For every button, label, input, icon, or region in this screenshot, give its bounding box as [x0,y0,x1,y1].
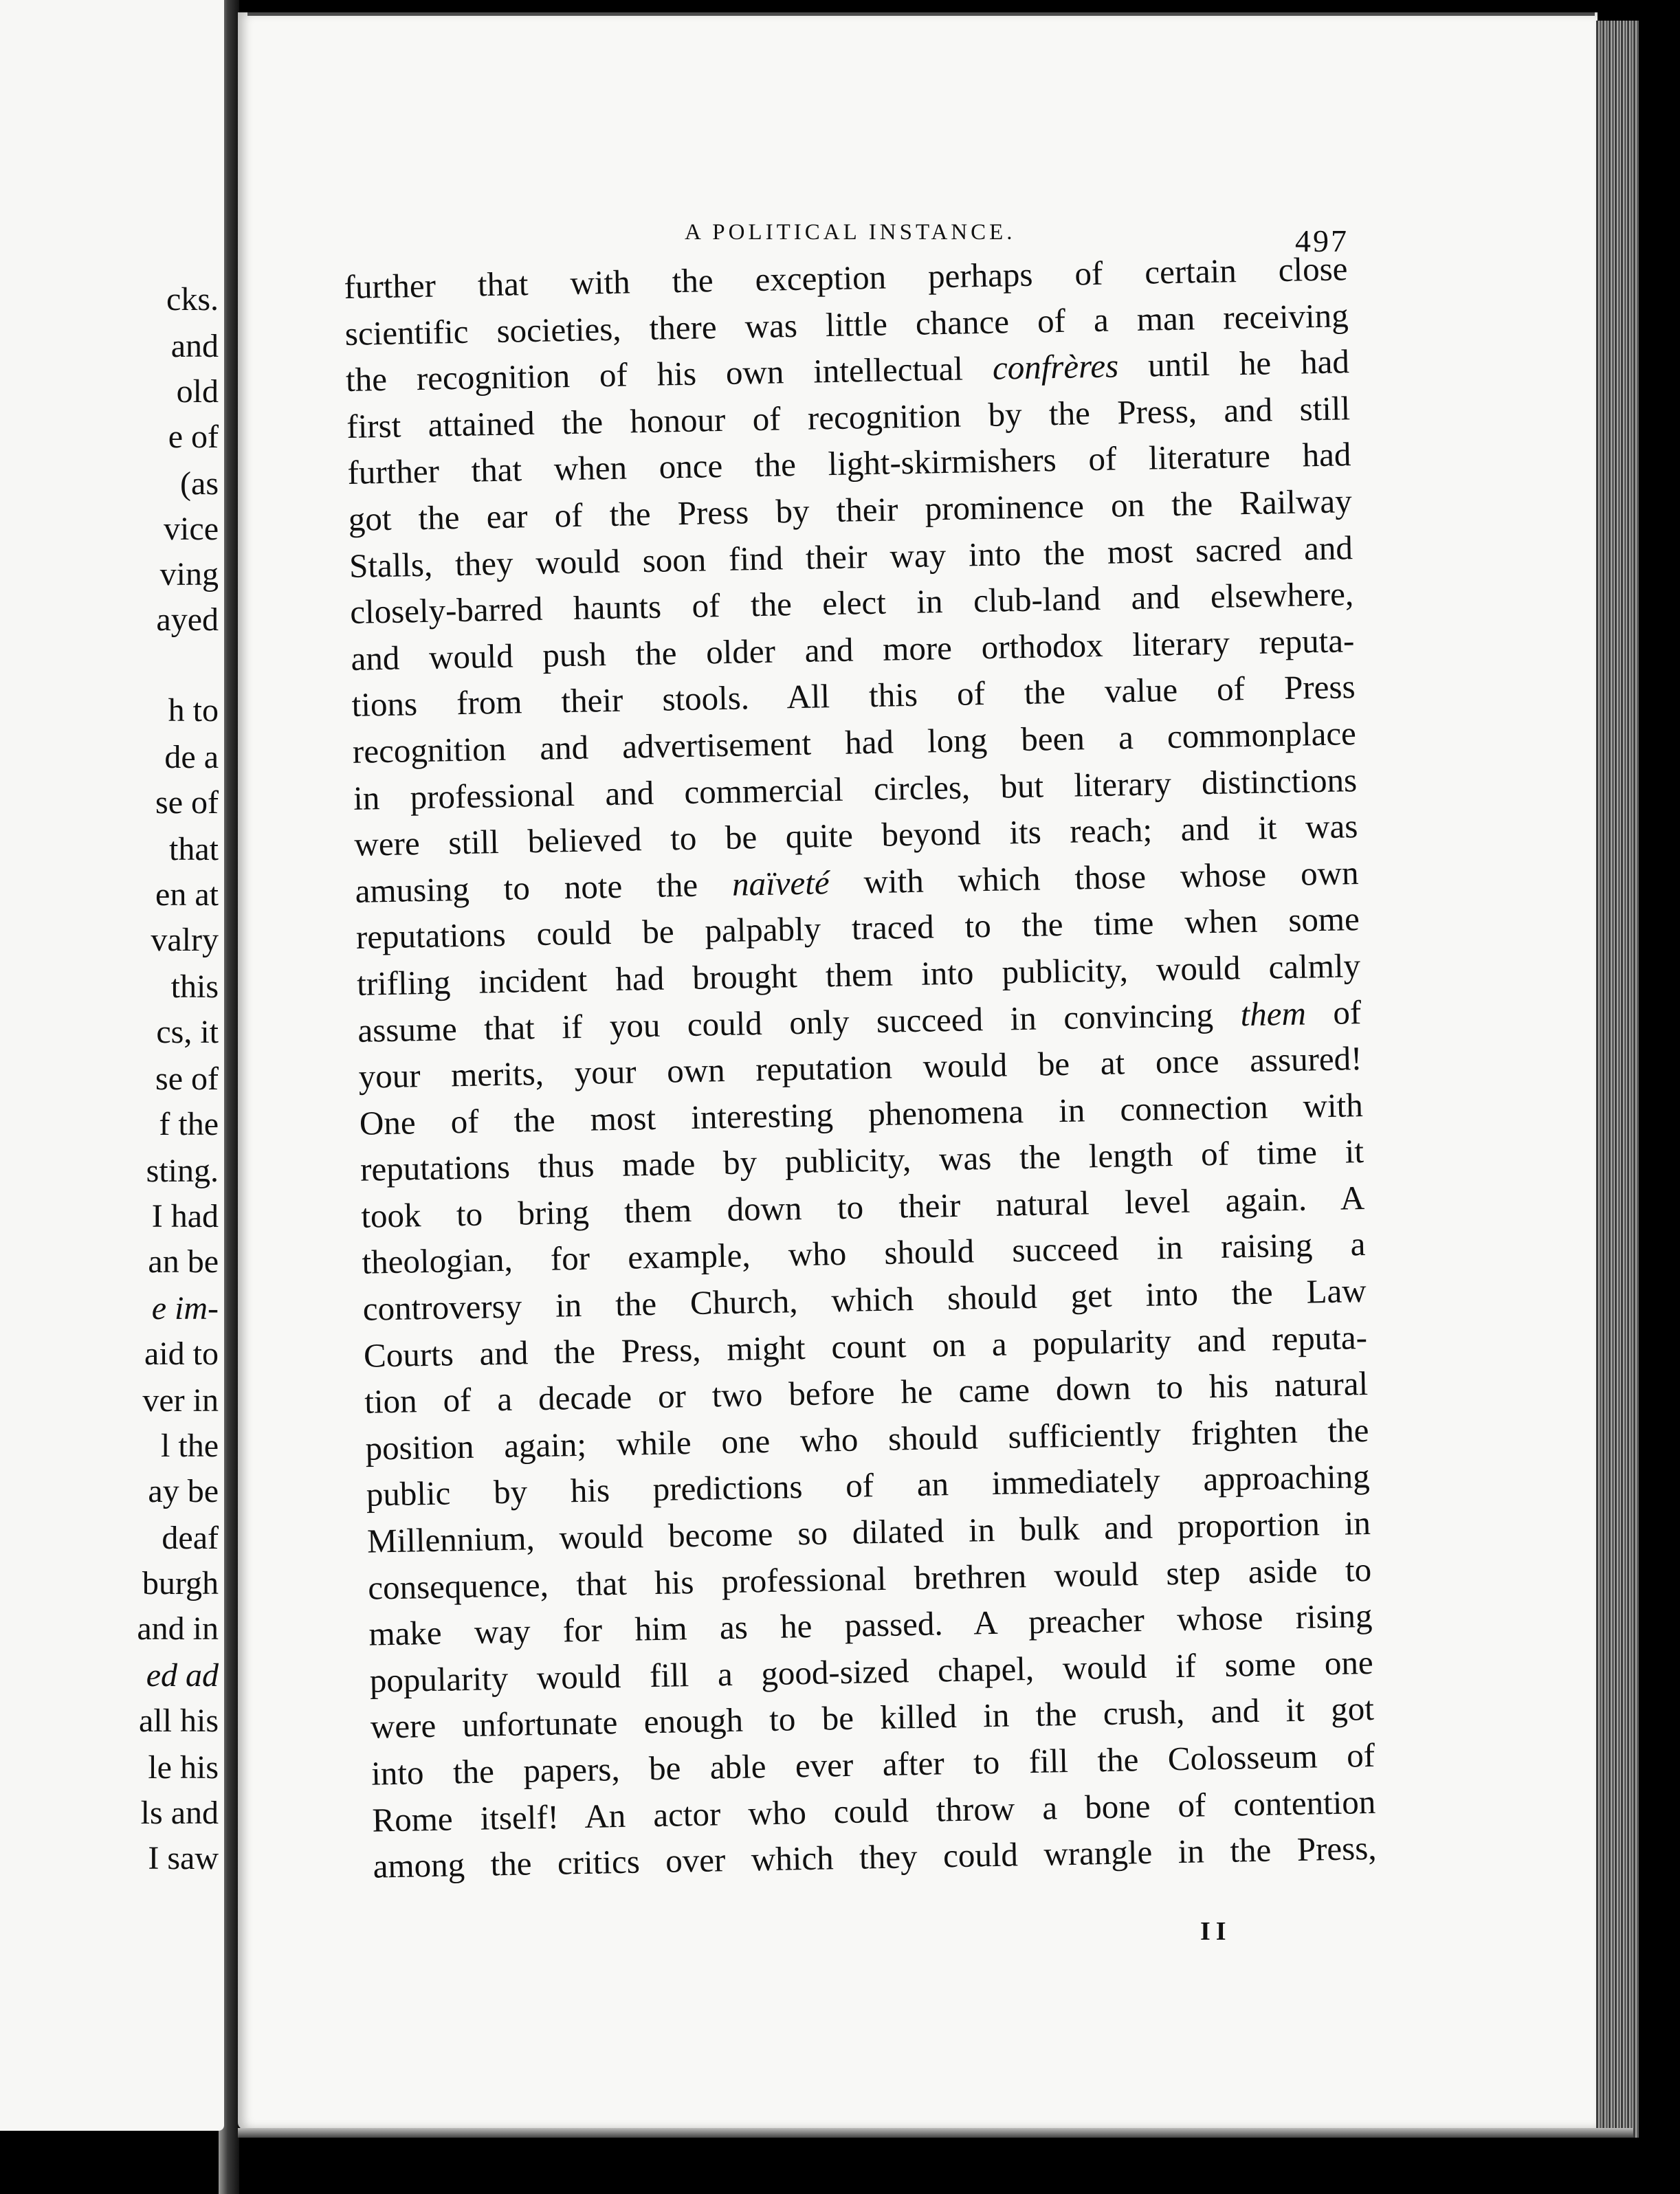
text-line: position again; while one who should sufficiently frighten the [365,1410,1369,1467]
running-head: A POLITICAL INSTANCE. [685,220,1016,245]
left-line-fragment: (as [180,465,219,502]
text-line: consequence, that his professional brethren would step aside to [367,1550,1372,1607]
text-line: got the ear of the Press by their prominence on the Railway [348,482,1353,538]
left-line-fragment: and in [137,1610,219,1647]
left-line-fragment: ls and [140,1795,219,1831]
text-line: were unfortunate enough to be killed in the crush, and it got [370,1689,1375,1747]
italic-term: naïveté [731,863,830,903]
left-line-fragment: ving [159,556,219,592]
left-line-fragment: e of [168,419,219,455]
left-line-fragment: I had [151,1198,219,1234]
page-number: 497 [1295,223,1349,258]
left-line-fragment: old [176,373,219,410]
page-edges-bottom [238,2128,1633,2138]
left-line-fragment: deaf [162,1520,219,1556]
left-line-fragment: sting. [146,1153,219,1189]
text-line: the recognition of his own intellectual confrères until he had [345,342,1350,399]
text-line: amusing to note the naïveté with which those whose own [355,853,1359,910]
left-line-fragment: de a [164,739,219,775]
text-line: in professional and commercial circles, but literary distinctions [353,760,1358,817]
text-line: One of the most interesting phenomena in connection with [359,1085,1364,1142]
text-line: popularity would fill a good-sized chapel, would if some one [369,1643,1374,1700]
left-line-fragment: and [170,328,219,364]
left-line-fragment: ed ad [146,1657,219,1694]
italic-term: confrères [992,346,1119,387]
left-line-fragment: se of [155,784,219,821]
text-line: make way for him as he passed. A preacher whose rising [368,1597,1373,1653]
left-line-fragment: vice [164,511,219,547]
left-line-fragment: valry [151,922,219,958]
text-line: among the critics over which they could wrangle in the Press, [373,1829,1377,1885]
text-line: recognition and advertisement had long been a commonplace [352,714,1357,771]
text-line: closely-barred haunts of the elect in club-land and elsewhere, [349,575,1354,632]
text-line: trifling incident had brought them into publicity, would calmly [356,946,1361,1003]
text-line: Millennium, would become so dilated in bulk and proportion in [366,1503,1371,1560]
left-page [0,0,224,2131]
text-line: controversy in the Church, which should get into the Law [362,1272,1367,1328]
text-line: scientific societies, there was little chance of a man receiving [344,296,1349,353]
page-edges [1596,21,1639,2138]
text-line: your merits, your own reputation would be at once assured! [358,1039,1362,1096]
left-line-fragment: e im- [151,1290,219,1327]
left-line-fragment: all his [139,1703,219,1739]
left-line-fragment: f the [159,1106,219,1142]
text-line: were still believed to be quite beyond its reach; and it was [353,807,1358,863]
italic-term: them [1240,994,1307,1033]
left-line-fragment: ay be [148,1473,219,1509]
left-line-fragment: ver in [142,1382,219,1419]
body-text [344,245,1377,1890]
left-line-fragment: aid to [144,1336,219,1372]
left-line-fragment: this [170,968,219,1005]
text-line: and would push the older and more orthodox literary reputa- [351,621,1355,678]
text-line: reputations thus made by publicity, was the length of time it [360,1132,1364,1189]
text-line: Courts and the Press, might count on a popularity and reputa- [363,1318,1368,1375]
left-line-fragment: en at [155,876,219,913]
text-line: public by his predictions of an immediately approaching [366,1457,1371,1514]
text-line: further that with the exception perhaps of certain close [344,250,1348,306]
text-line: tions from their stools. All this of the value of Press [351,667,1356,724]
left-line-fragment: that [169,831,219,867]
text-line: Stalls, they would soon find their way into the most sacred and [349,528,1353,585]
left-line-fragment: se of [155,1061,219,1097]
text-line: took to bring them down to their natural level again. A [360,1178,1365,1235]
text-line: theologian, for example, who should succeed in raising a [362,1225,1366,1282]
left-line-fragment: ayed [156,601,219,638]
left-line-fragment: l the [161,1428,219,1464]
text-line: tion of a decade or two before he came down to his natural [364,1364,1369,1421]
left-line-fragment: I saw [148,1840,219,1876]
text-line: assume that if you could only succeed in convincing them of [357,993,1362,1050]
left-line-fragment: cks. [166,281,219,318]
text-line: further that when once the light-skirmishers of literature had [347,435,1351,492]
text-line: first attained the honour of recognition by the Press, and still [346,388,1351,445]
text-line: Rome itself! An actor who could throw a bone of contention [371,1782,1376,1839]
left-line-fragment: le his [148,1749,219,1786]
left-line-fragment: an be [148,1243,219,1280]
text-line: reputations could be palpably traced to the time when some [355,900,1360,957]
text-line: into the papers, be able ever after to fill the Colosseum of [371,1736,1375,1793]
left-line-fragment: h to [168,692,219,729]
left-line-fragment: burgh [142,1565,219,1602]
top-edge-shadow [247,12,1595,16]
left-line-fragment: cs, it [156,1014,219,1050]
signature-mark: II [1200,1917,1232,1946]
